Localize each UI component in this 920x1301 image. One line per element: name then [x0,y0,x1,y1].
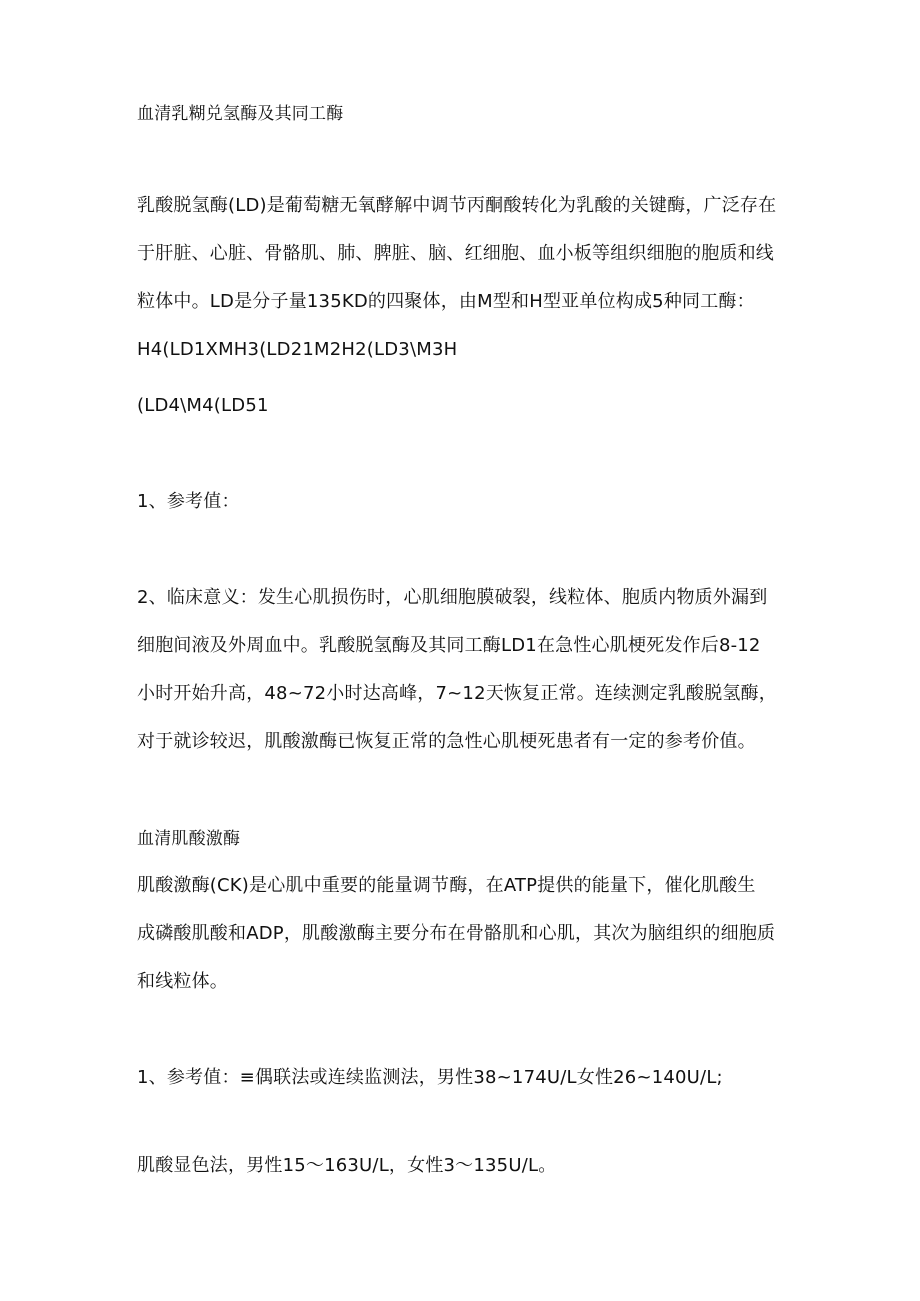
ck-reference-value-2: 肌酸显色法，男性15～163U/L，女性3～135U/L。 [137,1155,557,1176]
ld-clinical-line-2: 细胞间液及外周血中。乳酸脱氢酶及其同工酶LD1在急性心肌梗死发作后8-12 [137,635,761,656]
ld-paragraph-line-5: (LD4\M4(LD51 [137,395,269,416]
ld-clinical-line-3: 小时开始升高，48~72小时达高峰，7~12天恢复正常。连续测定乳酸脱氢酶， [137,683,777,704]
ld-paragraph-line-2: 于肝脏、心脏、骨骼肌、肺、脾脏、脑、红细胞、血小板等组织细胞的胞质和线 [137,243,774,264]
ck-paragraph-line-1: 肌酸激酶(CK)是心肌中重要的能量调节酶，在ATP提供的能量下，催化肌酸生 [137,875,756,896]
ck-paragraph-line-2: 成磷酸肌酸和ADP，肌酸激酶主要分布在骨骼肌和心肌，其次为脑组织的细胞质 [137,923,776,944]
ck-paragraph-line-3: 和线粒体。 [137,971,228,992]
ld-paragraph-line-3: 粒体中。LD是分子量135KD的四聚体，由M型和H型亚单位构成5种同工酶： [137,291,755,312]
ld-reference-value: 1、参考值： [137,491,240,512]
ld-paragraph-line-1: 乳酸脱氢酶(LD)是葡萄糖无氧酵解中调节丙酮酸转化为乳酸的关键酶，广泛存在 [137,195,777,216]
ld-clinical-line-1: 2、临床意义：发生心肌损伤时，心肌细胞膜破裂，线粒体、胞质内物质外漏到 [137,587,768,608]
ld-paragraph-line-4: H4(LD1XMH3(LD21M2H2(LD3\M3H [137,339,458,360]
ld-clinical-line-4: 对于就诊较迟，肌酸激酶已恢复正常的急性心肌梗死患者有一定的参考价值。 [137,731,756,752]
ck-reference-value: 1、参考值：≡偶联法或连续监测法，男性38~174U/L女性26~140U/L; [137,1067,723,1088]
ck-section-title: 血清肌酸激酶 [137,829,241,849]
ld-section-title: 血清乳糊兑氢酶及其同工酶 [137,104,344,124]
